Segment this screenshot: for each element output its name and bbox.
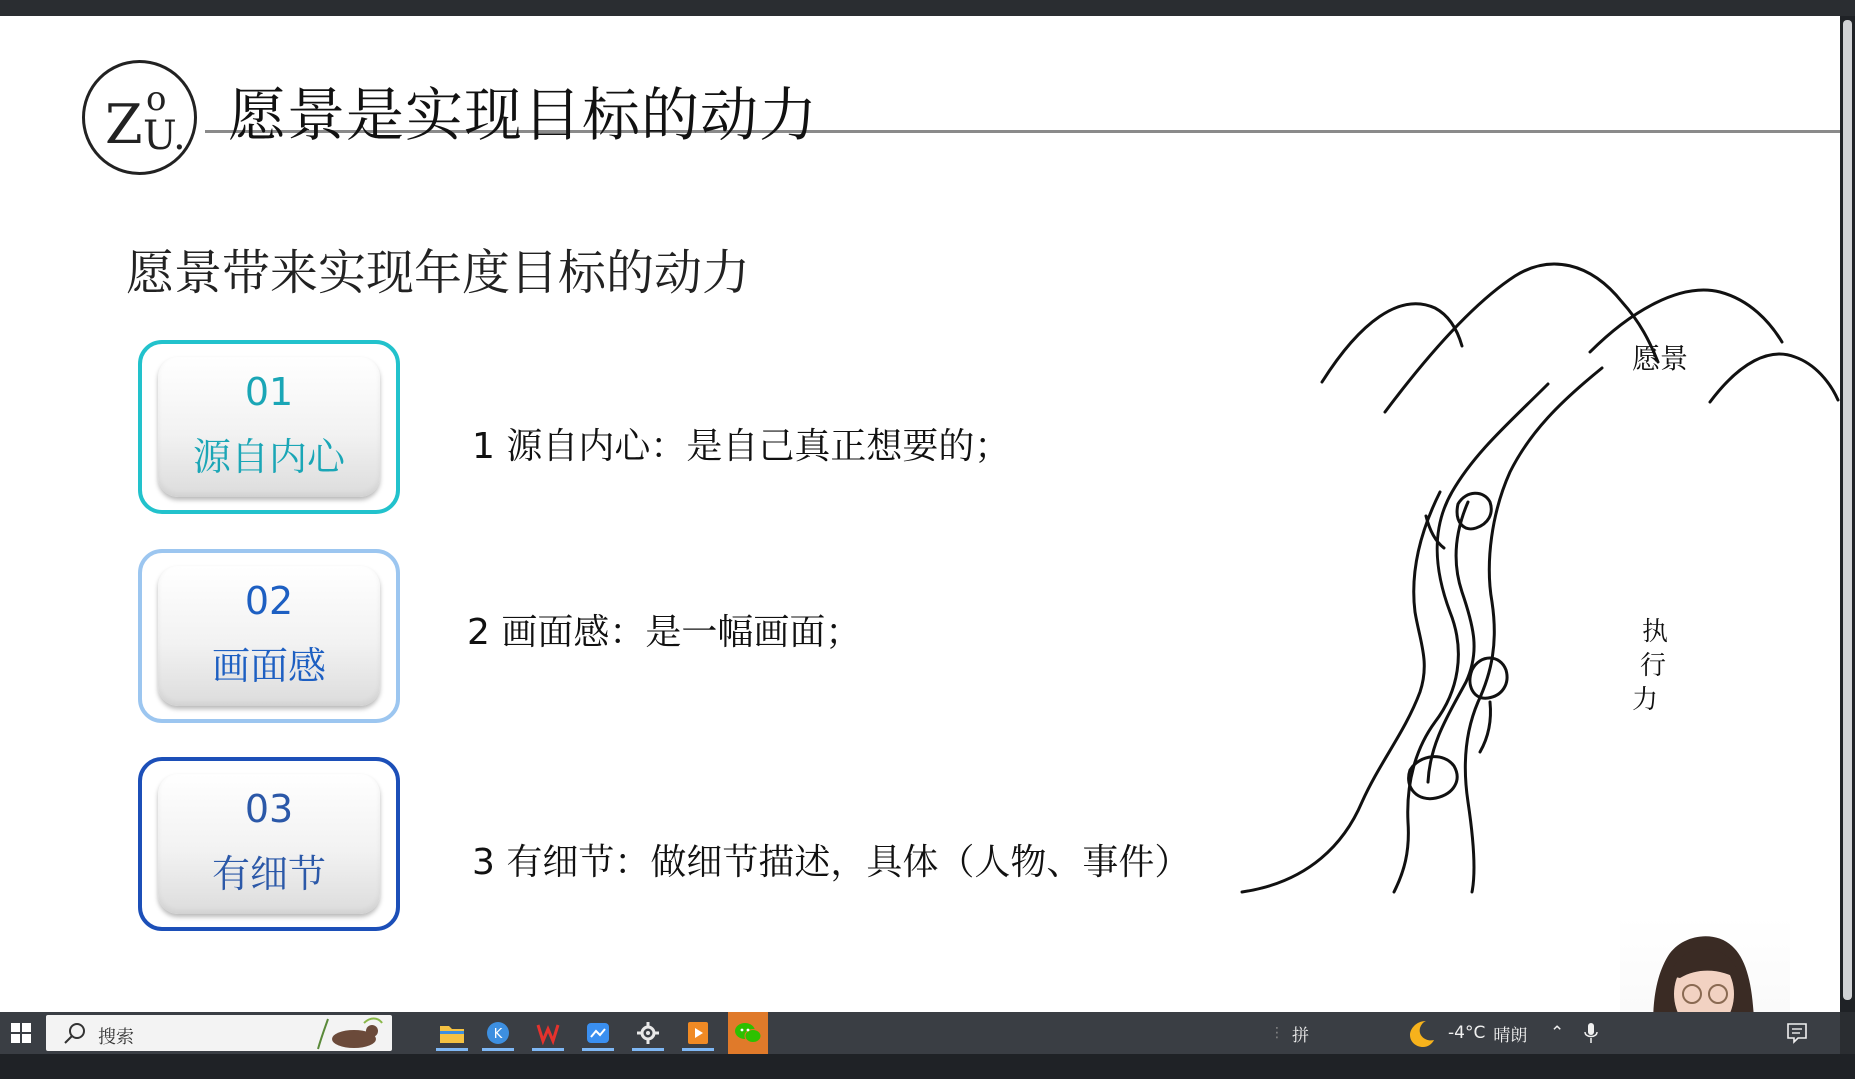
ime-label: 拼 bbox=[1292, 1025, 1309, 1046]
active-indicator bbox=[582, 1048, 614, 1051]
slide-title: 愿景是实现目标的动力 bbox=[228, 81, 819, 149]
overflow-grip-icon: ⋮ bbox=[1270, 1025, 1284, 1041]
taskbar-k-app[interactable] bbox=[478, 1017, 518, 1049]
scrollbar-thumb[interactable] bbox=[1843, 20, 1852, 1000]
search-input[interactable]: 搜索 bbox=[98, 1027, 134, 1048]
window-top-bar bbox=[0, 0, 1855, 16]
slide-subtitle: 愿景带来实现年度目标的动力 bbox=[126, 245, 751, 301]
logo-letter-z: Z bbox=[105, 93, 143, 156]
weather-temperature: -4°C bbox=[1448, 1023, 1486, 1043]
k-app-icon bbox=[486, 1021, 510, 1045]
scrollbar[interactable] bbox=[1840, 16, 1855, 1012]
logo-letter-u: U. bbox=[143, 113, 186, 159]
card-03-number: 03 bbox=[244, 787, 294, 831]
cloud-app-icon bbox=[586, 1021, 610, 1045]
notifications-button[interactable] bbox=[1786, 1012, 1808, 1054]
start-button[interactable] bbox=[0, 1012, 42, 1054]
weather-widget[interactable] bbox=[1404, 1012, 1527, 1054]
taskbar-wechat[interactable] bbox=[728, 1012, 768, 1054]
taskbar bbox=[0, 1012, 1840, 1054]
card-02 bbox=[138, 549, 400, 723]
chevron-up-icon: ⌃ bbox=[1550, 1023, 1565, 1043]
weather-condition: 晴朗 bbox=[1493, 1025, 1528, 1046]
zou-logo bbox=[82, 60, 197, 175]
active-indicator bbox=[436, 1048, 468, 1051]
presenter-webcam-feed bbox=[1620, 916, 1790, 1012]
active-indicator bbox=[632, 1048, 664, 1051]
card-03 bbox=[138, 757, 400, 931]
mountain-river-sketch-icon bbox=[1230, 242, 1840, 902]
card-02-label: 画面感 bbox=[211, 644, 326, 688]
search-decoration-icon bbox=[308, 1015, 388, 1051]
card-01-label: 源自内心 bbox=[192, 435, 345, 479]
presenter-avatar-icon bbox=[1620, 916, 1790, 1012]
card-01-number: 01 bbox=[244, 370, 294, 414]
taskbar-search[interactable] bbox=[46, 1015, 392, 1051]
point-3: 3 有细节：做细节描述，具体（人物、事件） bbox=[472, 842, 1191, 883]
taskbar-settings[interactable] bbox=[628, 1017, 668, 1049]
taskbar-video-player[interactable] bbox=[678, 1017, 718, 1049]
drawing-label-vision: 愿景 bbox=[1632, 342, 1689, 375]
notification-center-icon bbox=[1786, 1022, 1808, 1044]
tray-expand[interactable] bbox=[1550, 1012, 1564, 1054]
taskbar-divider-dots bbox=[1270, 1012, 1284, 1054]
card-03-label: 有细节 bbox=[211, 852, 326, 896]
drawing-label-exec-1: 执 bbox=[1642, 617, 1669, 647]
card-02-number: 02 bbox=[244, 579, 294, 623]
wechat-icon bbox=[734, 1021, 762, 1045]
wps-icon bbox=[536, 1021, 560, 1045]
file-explorer-icon bbox=[439, 1022, 465, 1044]
presentation-slide bbox=[0, 16, 1840, 1012]
video-player-icon bbox=[687, 1021, 709, 1045]
microphone-icon bbox=[1584, 1022, 1598, 1044]
point-2: 2 画面感：是一幅画面； bbox=[467, 612, 862, 653]
taskbar-wps[interactable] bbox=[528, 1017, 568, 1049]
taskbar-file-explorer[interactable] bbox=[432, 1017, 472, 1049]
point-1: 1 源自内心：是自己真正想要的； bbox=[472, 426, 1011, 467]
settings-icon bbox=[637, 1022, 659, 1044]
taskbar-cloud-app[interactable] bbox=[578, 1017, 618, 1049]
ime-indicator[interactable] bbox=[1292, 1012, 1309, 1054]
active-indicator bbox=[482, 1048, 514, 1051]
svg-text:K: K bbox=[493, 1027, 503, 1042]
search-icon bbox=[60, 1019, 90, 1049]
tray-microphone[interactable] bbox=[1584, 1012, 1598, 1054]
logo-letter-o: o bbox=[146, 79, 167, 119]
drawing-label-exec-3: 力 bbox=[1632, 685, 1659, 715]
drawing-label-exec-2: 行 bbox=[1640, 651, 1667, 681]
active-indicator bbox=[532, 1048, 564, 1051]
windows-icon bbox=[0, 1012, 42, 1054]
moon-icon bbox=[1404, 1017, 1436, 1049]
window-bottom-bar bbox=[0, 1054, 1855, 1079]
card-01 bbox=[138, 340, 400, 514]
active-indicator bbox=[682, 1048, 714, 1051]
